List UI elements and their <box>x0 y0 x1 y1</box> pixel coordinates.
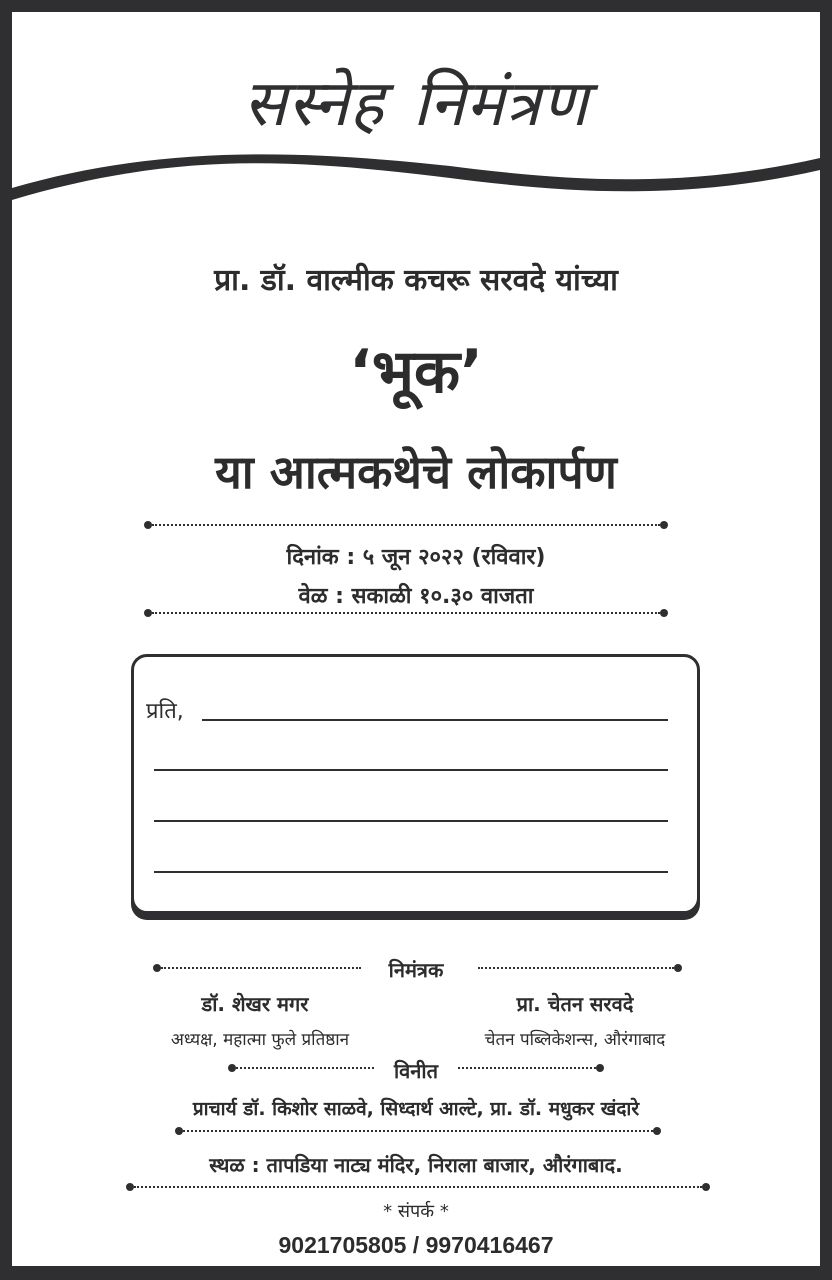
dotted-divider <box>458 1067 596 1069</box>
divider-dot <box>660 521 668 529</box>
dotted-divider <box>134 1186 702 1188</box>
inviter-left-name: डॉ. शेखर मगर <box>201 992 309 1016</box>
contact-phones: 9021705805 / 9970416467 <box>278 1232 554 1258</box>
divider-dot <box>126 1183 134 1191</box>
address-line <box>202 719 668 721</box>
dotted-divider <box>183 1130 653 1132</box>
address-label: प्रति, <box>146 699 184 724</box>
contact-heading: * संपर्क * <box>383 1201 449 1222</box>
address-line <box>154 820 668 822</box>
greeting-word-1: सस्नेह <box>243 66 385 141</box>
author-line: प्रा. डॉ. वाल्मीक कचरू सरवदे यांच्या <box>214 263 618 298</box>
venue: स्थळ : तापडिया नाट्य मंदिर, निराला बाजार, औरंगाबाद. <box>209 1153 623 1177</box>
address-line <box>154 871 668 873</box>
dotted-divider <box>478 967 674 969</box>
inviter-left-role: अध्यक्ष, महात्मा फुले प्रतिष्ठान <box>170 1030 350 1050</box>
humbly-heading: विनीत <box>394 1059 438 1083</box>
divider-dot <box>144 609 152 617</box>
divider-dot <box>660 609 668 617</box>
inviter-right-role: चेतन पब्लिकेशन्स, औरंगाबाद <box>484 1030 666 1050</box>
decorative-wave <box>0 150 832 220</box>
address-line <box>154 769 668 771</box>
inviter-right-name: प्रा. चेतन सरवदे <box>516 992 634 1016</box>
divider-dot <box>596 1064 604 1072</box>
divider-dot <box>674 964 682 972</box>
event-date: दिनांक : ५ जून २०२२ (रविवार) <box>286 545 546 570</box>
greeting-heading <box>0 52 832 148</box>
event-title: या आत्मकथेचे लोकार्पण <box>215 445 617 499</box>
book-title: ‘भूक’ <box>349 337 483 407</box>
divider-dot <box>653 1127 661 1135</box>
divider-dot <box>144 521 152 529</box>
greeting-word-2: निमंत्रण <box>412 66 589 141</box>
divider-dot <box>175 1127 183 1135</box>
inviter-heading: निमंत्रक <box>388 958 444 982</box>
humbly-names: प्राचार्य डॉ. किशोर साळवे, सिध्दार्थ आल्टे, प्रा. डॉ. मधुकर खंदारे <box>192 1098 640 1120</box>
divider-dot <box>702 1183 710 1191</box>
dotted-divider <box>152 612 660 614</box>
address-box <box>131 654 700 914</box>
dotted-divider <box>152 524 660 526</box>
event-time: वेळ : सकाळी १०.३० वाजता <box>298 584 534 609</box>
